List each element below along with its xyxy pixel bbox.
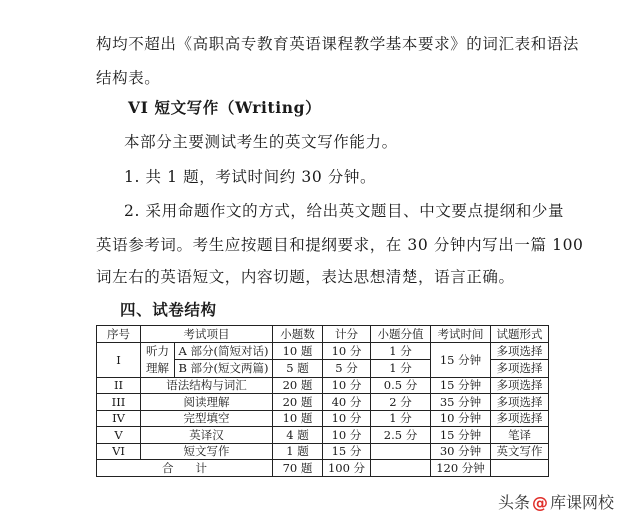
count-cell: 20 题 <box>273 394 323 411</box>
total-count: 70 题 <box>273 460 323 477</box>
body-paragraph-2: 本部分主要测试考生的英文写作能力。 <box>124 133 398 151</box>
count-cell: 4 题 <box>273 427 323 444</box>
header-no: 序号 <box>97 326 141 343</box>
score-cell: 10 分 <box>323 342 371 360</box>
watermark-at-sign: @ <box>531 493 548 512</box>
item-cell: 完型填空 <box>141 410 273 427</box>
each-cell: 2.5 分 <box>371 427 431 444</box>
each-cell: 2 分 <box>371 394 431 411</box>
row-number: V <box>97 427 141 444</box>
each-cell <box>371 443 431 460</box>
table-row <box>97 443 549 460</box>
count-cell: 20 题 <box>273 377 323 394</box>
table-row <box>97 427 549 444</box>
item-cell: 语法结构与词汇 <box>141 377 273 394</box>
group-label-part-1: 听力 <box>146 343 169 358</box>
header-count: 小题数 <box>273 326 323 343</box>
each-cell: 1 分 <box>371 410 431 427</box>
score-cell: 15 分 <box>323 443 371 460</box>
total-time: 120 分钟 <box>431 460 491 477</box>
item-cell: A 部分(简短对话) <box>175 342 273 360</box>
item-cell: B 部分(短文两篇) <box>175 360 273 378</box>
watermark-account: 库课网校 <box>549 493 614 512</box>
time-cell: 15 分钟 <box>431 342 491 377</box>
table-total-row <box>97 460 549 477</box>
form-cell: 多项选择 <box>491 410 549 427</box>
listening-group-label <box>141 342 175 377</box>
body-paragraph-1-line-2: 结构表。 <box>96 69 161 87</box>
form-cell: 笔译 <box>491 427 549 444</box>
section-heading-writing: VI 短文写作（Writing） <box>128 98 322 117</box>
form-cell: 多项选择 <box>491 342 549 360</box>
body-paragraph-1-line-1: 构均不超出《高职高专教育英语课程教学基本要求》的词汇表和语法 <box>96 35 580 53</box>
table-row <box>97 377 549 394</box>
body-paragraph-4-line-2: 英语参考词。考生应按题目和提纲要求，在 30 分钟内写出一篇 100 <box>96 236 584 254</box>
each-cell: 1 分 <box>371 342 431 360</box>
time-cell: 15 分钟 <box>431 427 491 444</box>
exam-structure-table <box>96 325 549 477</box>
each-cell: 1 分 <box>371 360 431 378</box>
form-cell: 多项选择 <box>491 360 549 378</box>
body-paragraph-3: 1. 共 1 题，考试时间约 30 分钟。 <box>124 168 377 186</box>
table-row <box>97 394 549 411</box>
score-cell: 10 分 <box>323 410 371 427</box>
form-cell: 多项选择 <box>491 377 549 394</box>
total-each <box>371 460 431 477</box>
time-cell: 15 分钟 <box>431 377 491 394</box>
score-cell: 10 分 <box>323 377 371 394</box>
count-cell: 10 题 <box>273 342 323 360</box>
row-number: I <box>97 342 141 377</box>
header-item: 考试项目 <box>141 326 273 343</box>
group-label-part-2: 理解 <box>146 360 169 375</box>
row-number: III <box>97 394 141 411</box>
time-cell: 35 分钟 <box>431 394 491 411</box>
count-cell: 5 题 <box>273 360 323 378</box>
total-form <box>491 460 549 477</box>
table-row <box>97 410 549 427</box>
item-cell: 阅读理解 <box>141 394 273 411</box>
score-cell: 40 分 <box>323 394 371 411</box>
table-row <box>97 342 549 360</box>
count-cell: 10 题 <box>273 410 323 427</box>
item-cell: 短文写作 <box>141 443 273 460</box>
watermark <box>498 490 614 513</box>
score-cell: 10 分 <box>323 427 371 444</box>
time-cell: 10 分钟 <box>431 410 491 427</box>
header-form: 试题形式 <box>491 326 549 343</box>
table-header-row <box>97 326 549 343</box>
item-cell: 英译汉 <box>141 427 273 444</box>
row-number: IV <box>97 410 141 427</box>
count-cell: 1 题 <box>273 443 323 460</box>
total-label: 合 计 <box>97 460 273 477</box>
header-score: 计分 <box>323 326 371 343</box>
each-cell: 0.5 分 <box>371 377 431 394</box>
header-time: 考试时间 <box>431 326 491 343</box>
row-number: II <box>97 377 141 394</box>
header-each: 小题分值 <box>371 326 431 343</box>
time-cell: 30 分钟 <box>431 443 491 460</box>
section-heading-exam-structure: 四、试卷结构 <box>120 300 217 319</box>
body-paragraph-4-line-3: 词左右的英语短文，内容切题，表达思想清楚，语言正确。 <box>96 268 515 286</box>
score-cell: 5 分 <box>323 360 371 378</box>
form-cell: 英文写作 <box>491 443 549 460</box>
form-cell: 多项选择 <box>491 394 549 411</box>
body-paragraph-4-line-1: 2. 采用命题作文的方式，给出英文题目、中文要点提纲和少量 <box>124 202 565 220</box>
row-number: VI <box>97 443 141 460</box>
total-score: 100 分 <box>323 460 371 477</box>
watermark-platform: 头条 <box>497 493 530 512</box>
